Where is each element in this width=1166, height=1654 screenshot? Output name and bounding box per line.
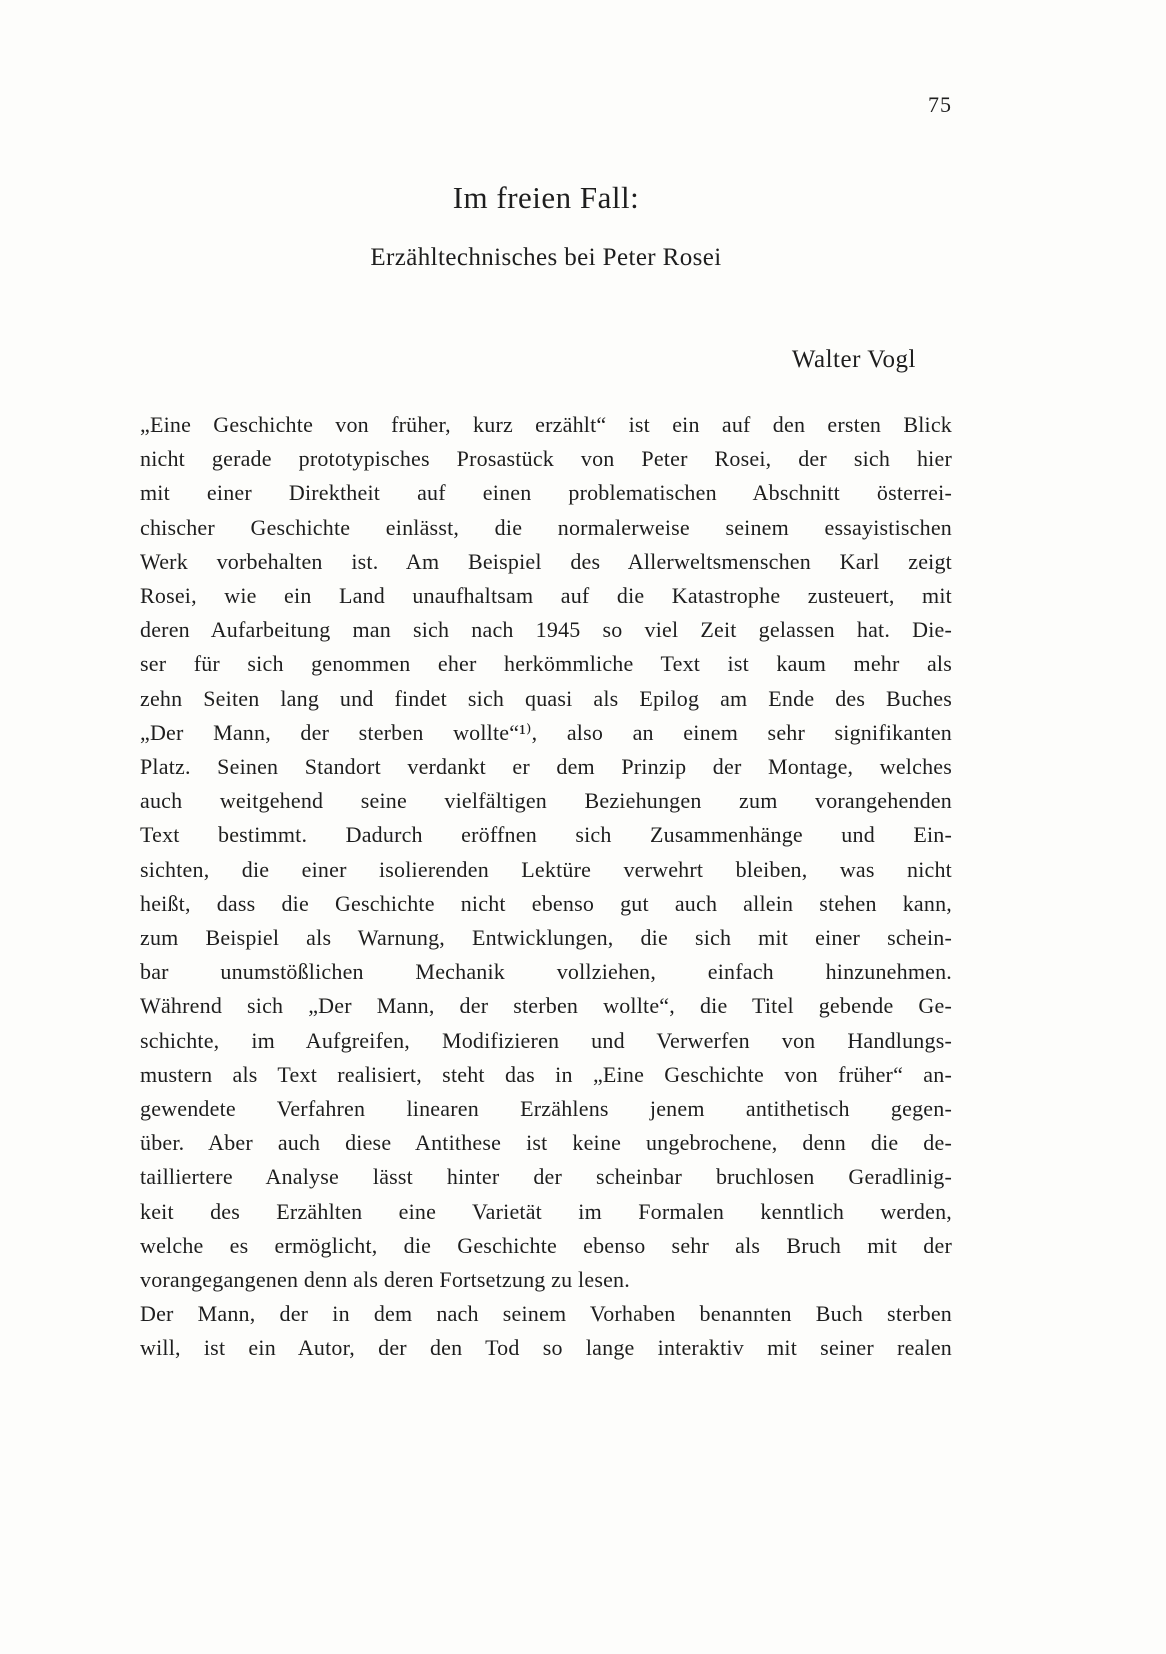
- text-line: chischer Geschichte einlässt, die normalerweise seinem essayistischen: [140, 514, 952, 540]
- text-line: nicht gerade prototypisches Prosastück von Peter Rosei, der sich hier: [140, 446, 952, 472]
- author-name: Walter Vogl: [791, 346, 916, 373]
- text-line: Der Mann, der in dem nach seinem Vorhaben benannten Buch sterben: [140, 1301, 952, 1327]
- text-line: „Der Mann, der sterben wollte“¹⁾, also an einem sehr signifikanten: [140, 719, 952, 745]
- text-line: über. Aber auch diese Antithese ist keine ungebrochene, denn die de-: [140, 1130, 952, 1156]
- text-line: „Eine Geschichte von früher, kurz erzählt“ ist ein auf den ersten Blick: [140, 412, 952, 437]
- body-text: [140, 408, 952, 1366]
- text-line: Rosei, wie ein Land unaufhaltsam auf die Katastrophe zusteuert, mit: [140, 583, 952, 609]
- text-line: auch weitgehend seine vielfältigen Beziehungen zum vorangehenden: [140, 788, 952, 814]
- text-line: sichten, die einer isolierenden Lektüre verwehrt bleiben, was nicht: [140, 856, 952, 882]
- paragraph: [140, 1297, 952, 1365]
- paragraph: [140, 408, 952, 1297]
- text-line: vorangegangenen denn als deren Fortsetzung zu lesen.: [140, 1267, 630, 1293]
- text-line: bar unumstößlichen Mechanik vollziehen, einfach hinzunehmen.: [140, 959, 952, 985]
- text-line: tailliertere Analyse lässt hinter der scheinbar bruchlosen Geradlinig-: [140, 1164, 952, 1190]
- text-line: zehn Seiten lang und findet sich quasi als Epilog am Ende des Buches: [140, 685, 952, 711]
- text-line: ser für sich genommen eher herkömmliche Text ist kaum mehr als: [140, 651, 952, 677]
- article-subtitle: Erzähltechnisches bei Peter Rosei: [370, 244, 722, 271]
- text-line: will, ist ein Autor, der den Tod so lange interaktiv mit seiner realen: [140, 1335, 952, 1361]
- text-line: zum Beispiel als Warnung, Entwicklungen, die sich mit einer schein-: [140, 925, 952, 951]
- text-line: gewendete Verfahren linearen Erzählens jenem antithetisch gegen-: [140, 1096, 952, 1122]
- text-line: keit des Erzählten eine Varietät im Formalen kenntlich werden,: [140, 1198, 952, 1224]
- page-number: 75: [928, 92, 952, 117]
- text-line: mustern als Text realisiert, steht das in „Eine Geschichte von früher“ an-: [140, 1061, 952, 1087]
- text-line: heißt, dass die Geschichte nicht ebenso gut auch allein stehen kann,: [140, 890, 952, 916]
- text-line: Text bestimmt. Dadurch eröffnen sich Zusammenhänge und Ein-: [140, 822, 952, 848]
- text-line: welche es ermöglicht, die Geschichte ebenso sehr als Bruch mit der: [140, 1232, 952, 1258]
- text-line: deren Aufarbeitung man sich nach 1945 so viel Zeit gelassen hat. Die-: [140, 617, 952, 643]
- text-line: Werk vorbehalten ist. Am Beispiel des Allerweltsmenschen Karl zeigt: [140, 548, 952, 574]
- text-line: mit einer Direktheit auf einen problematischen Abschnitt österrei-: [140, 480, 952, 506]
- text-line: Platz. Seinen Standort verdankt er dem Prinzip der Montage, welches: [140, 754, 952, 780]
- text-line: Während sich „Der Mann, der sterben wollte“, die Titel gebende Ge-: [140, 993, 952, 1019]
- article-title: Im freien Fall:: [452, 180, 640, 215]
- text-line: schichte, im Aufgreifen, Modifizieren und Verwerfen von Handlungs-: [140, 1027, 952, 1053]
